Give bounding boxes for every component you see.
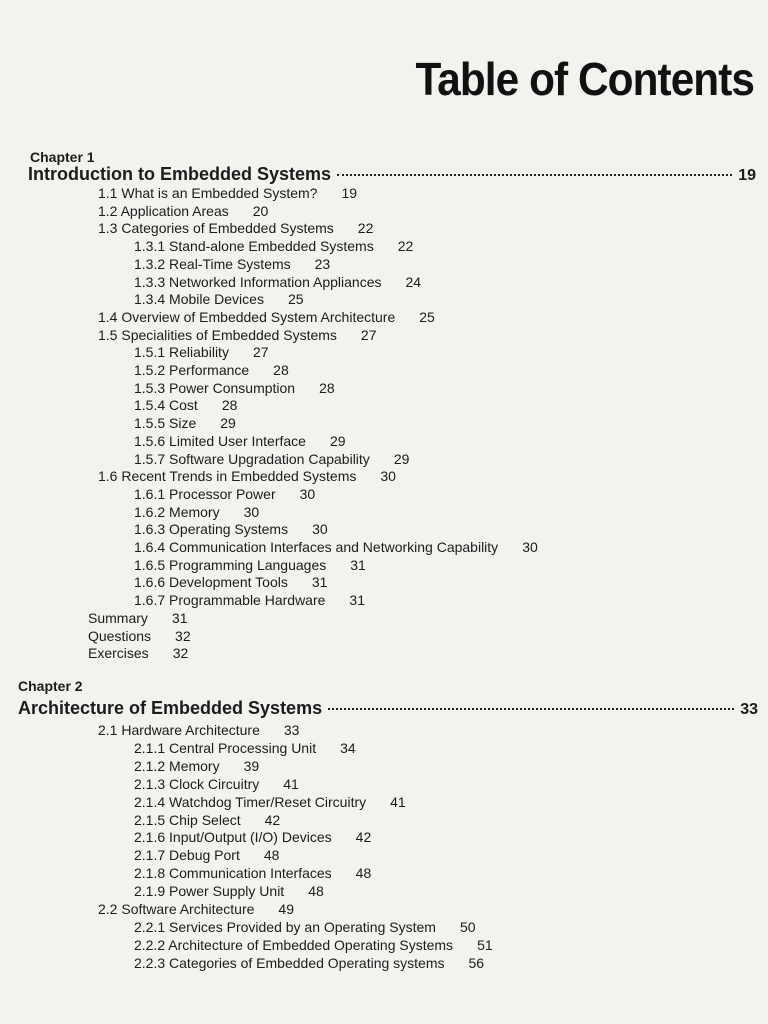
toc-entry-text: 1.6.1 Processor Power	[134, 485, 276, 502]
toc-entry[interactable]	[98, 327, 376, 343]
toc-entry-page: 48	[263, 847, 280, 864]
toc-entry[interactable]	[134, 794, 406, 810]
toc-entry[interactable]	[134, 539, 538, 555]
toc-entry-page: 34	[340, 739, 356, 756]
toc-entry-page: 49	[278, 901, 294, 917]
toc-entry-page: 25	[419, 308, 435, 325]
toc-entry[interactable]	[98, 722, 299, 738]
toc-entry-page: 27	[360, 326, 377, 343]
toc-entry-page: 19	[341, 185, 358, 201]
toc-entry-text: 1.5.1 Reliability	[134, 344, 229, 361]
toc-entry-page: 31	[311, 574, 328, 591]
toc-entry-text: 1.5 Specialities of Embedded Systems	[98, 326, 337, 343]
toc-entry[interactable]	[134, 557, 366, 573]
toc-entry[interactable]	[98, 203, 268, 219]
toc-entry[interactable]	[134, 362, 289, 378]
toc-entry-page: 27	[252, 344, 269, 361]
toc-entry-text: 2.1 Hardware Architecture	[98, 722, 260, 738]
toc-entry-text: 1.3 Categories of Embedded Systems	[98, 220, 334, 237]
toc-entry-text: 2.1.3 Clock Circuitry	[134, 775, 260, 792]
toc-entry-text: 1.6.7 Programmable Hardware	[134, 592, 326, 609]
toc-entry-text: 1.6 Recent Trends in Embedded Systems	[98, 468, 357, 485]
toc-entry-text: 2.1.6 Input/Output (I/O) Devices	[134, 829, 332, 846]
toc-entry-text: 1.3.4 Mobile Devices	[134, 291, 264, 308]
toc-entry[interactable]	[134, 238, 413, 254]
chapter-2-title: Architecture of Embedded Systems	[18, 698, 323, 718]
toc-entry[interactable]	[134, 847, 279, 863]
toc-entry[interactable]	[98, 468, 396, 484]
toc-entry-page: 51	[477, 936, 493, 953]
toc-entry[interactable]	[134, 592, 365, 608]
toc-entry-page: 50	[459, 918, 476, 935]
toc-entry-page: 29	[220, 415, 236, 432]
toc-entry[interactable]	[88, 610, 187, 626]
toc-entry[interactable]	[134, 883, 324, 899]
chapter-2-label: Chapter 2	[18, 678, 83, 694]
toc-entry[interactable]	[134, 574, 327, 590]
toc-entry-page: 28	[221, 397, 238, 414]
toc-entry-text: 2.2.1 Services Provided by an Operating System	[134, 918, 436, 935]
toc-entry-text: 1.6.4 Communication Interfaces and Networking Capability	[134, 539, 499, 555]
toc-entry-text: 2.1.5 Chip Select	[134, 811, 241, 828]
toc-entry-page: 31	[349, 592, 365, 609]
toc-entry[interactable]	[134, 256, 330, 272]
toc-entry[interactable]	[134, 776, 299, 792]
toc-entry[interactable]	[134, 504, 259, 520]
toc-entry-text: 1.5.7 Software Upgradation Capability	[134, 450, 370, 467]
toc-entry-text: 1.6.5 Programming Languages	[134, 556, 327, 573]
toc-entry-page: 29	[393, 450, 410, 467]
toc-entry-page: 30	[299, 485, 316, 502]
toc-entry[interactable]	[134, 740, 356, 756]
toc-entry-page: 41	[283, 775, 299, 792]
toc-entry-page: 42	[355, 829, 372, 846]
toc-entry[interactable]	[134, 291, 304, 307]
toc-entry[interactable]	[134, 486, 315, 502]
toc-entry-page: 32	[172, 645, 189, 662]
toc-entry[interactable]	[134, 937, 493, 953]
toc-entry[interactable]	[88, 628, 191, 644]
toc-entry-text: 2.2.3 Categories of Embedded Operating systems	[134, 954, 445, 971]
toc-entry-page: 30	[243, 503, 260, 520]
chapter-1-page: 19	[738, 167, 756, 184]
toc-entry-page: 42	[264, 811, 281, 828]
toc-entry-text: 1.6.3 Operating Systems	[134, 521, 289, 538]
toc-entry-page: 22	[397, 238, 414, 255]
dot-leader	[328, 708, 734, 710]
toc-entry-text: 2.2.2 Architecture of Embedded Operating Systems	[134, 936, 454, 953]
toc-entry-page: 23	[314, 255, 331, 272]
toc-entry[interactable]	[134, 955, 484, 971]
toc-entry[interactable]	[98, 901, 294, 917]
toc-entry[interactable]	[134, 344, 269, 360]
toc-entry-page: 41	[390, 793, 406, 810]
toc-entry-page: 28	[273, 362, 289, 378]
toc-entry-page: 48	[308, 883, 324, 900]
toc-entry-text: Summary	[88, 609, 148, 626]
toc-entry-text: 1.6.2 Memory	[134, 503, 220, 520]
chapter-1-heading[interactable]	[28, 164, 756, 185]
toc-entry-text: 2.1.9 Power Supply Unit	[134, 883, 285, 900]
toc-entry[interactable]	[134, 415, 236, 431]
toc-entry-text: 1.2 Application Areas	[98, 202, 229, 219]
toc-entry[interactable]	[134, 274, 421, 290]
toc-entry[interactable]	[98, 185, 357, 201]
toc-entry-text: Exercises	[88, 645, 149, 662]
toc-entry[interactable]	[134, 380, 335, 396]
toc-entry-text: 1.3.1 Stand-alone Embedded Systems	[134, 238, 374, 255]
toc-entry-page: 32	[175, 627, 191, 644]
toc-entry-text: 1.4 Overview of Embedded System Architecture	[98, 308, 396, 325]
toc-entry-text: 2.1.7 Debug Port	[134, 847, 240, 864]
toc-entry-text: 1.5.5 Size	[134, 415, 197, 432]
toc-entry[interactable]	[88, 645, 188, 661]
toc-entry-text: 1.3.2 Real-Time Systems	[134, 255, 291, 272]
toc-entry[interactable]	[98, 220, 373, 236]
toc-entry-page: 30	[380, 468, 396, 485]
toc-entry-text: 1.1 What is an Embedded System?	[98, 185, 318, 201]
toc-entry-text: 1.5.2 Performance	[134, 362, 250, 378]
toc-entry[interactable]	[134, 451, 409, 467]
toc-entry[interactable]	[98, 309, 435, 325]
chapter-1-label: Chapter 1	[30, 149, 95, 165]
toc-entry-text: 2.1.1 Central Processing Unit	[134, 739, 317, 756]
dot-leader	[337, 174, 732, 176]
toc-entry[interactable]	[134, 919, 476, 935]
toc-entry-text: 2.1.2 Memory	[134, 757, 220, 774]
toc-entry-page: 20	[252, 202, 269, 219]
toc-entry-text: 1.6.6 Development Tools	[134, 574, 288, 591]
toc-entry-text: 1.5.6 Limited User Interface	[134, 432, 306, 449]
toc-entry-page: 30	[312, 521, 328, 538]
toc-entry[interactable]	[134, 865, 371, 881]
toc-entry-text: 1.5.4 Cost	[134, 397, 198, 414]
toc-entry-text: 2.1.4 Watchdog Timer/Reset Circuitry	[134, 793, 367, 810]
toc-entry-page: 31	[350, 556, 366, 573]
toc-entry[interactable]	[134, 521, 328, 537]
toc-entry[interactable]	[134, 433, 346, 449]
chapter-2-page: 33	[740, 701, 758, 718]
toc-entry-page: 28	[319, 379, 335, 396]
toc-entry-page: 24	[405, 273, 422, 290]
toc-entry-page: 29	[329, 432, 346, 449]
toc-entry-text: 2.2 Software Architecture	[98, 901, 255, 917]
toc-entry-text: 1.3.3 Networked Information Appliances	[134, 273, 382, 290]
toc-entry[interactable]	[134, 758, 259, 774]
toc-entry-page: 39	[243, 757, 260, 774]
page-title: Table of Contents	[415, 53, 754, 105]
toc-entry[interactable]	[134, 397, 237, 413]
toc-entry-page: 33	[283, 722, 300, 738]
chapter-2-heading[interactable]	[18, 698, 758, 719]
toc-entry[interactable]	[134, 812, 280, 828]
toc-entry[interactable]	[134, 829, 371, 845]
chapter-1-title: Introduction to Embedded Systems	[28, 164, 332, 184]
toc-entry-page: 25	[287, 291, 304, 308]
toc-entry-page: 48	[355, 865, 372, 882]
toc-entry-page: 30	[522, 539, 538, 555]
toc-entry-text: Questions	[88, 627, 152, 644]
toc-entry-page: 22	[357, 220, 374, 237]
toc-entry-page: 31	[171, 609, 188, 626]
toc-entry-text: 1.5.3 Power Consumption	[134, 379, 296, 396]
toc-entry-page: 56	[468, 954, 485, 971]
toc-entry-text: 2.1.8 Communication Interfaces	[134, 865, 332, 882]
